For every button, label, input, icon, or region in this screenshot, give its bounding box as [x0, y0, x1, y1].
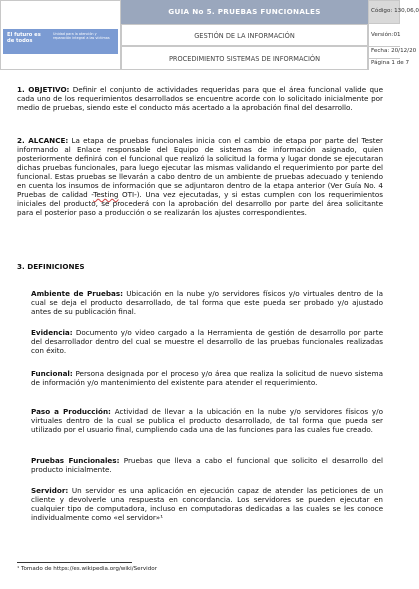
alcance-section — [17, 136, 383, 217]
definition-term: Pruebas Funcionales: — [31, 456, 120, 465]
divider — [368, 58, 400, 59]
objetivo-heading: 1. OBJETIVO: — [17, 85, 70, 94]
definiciones-heading: 3. DEFINICIONES — [17, 262, 85, 271]
definition-term: Servidor: — [31, 486, 69, 495]
definition-text: Pruebas que lleva a cabo el funcional que solicito el desarrollo del producto inicialmente. — [31, 456, 383, 474]
objetivo-section — [17, 85, 383, 112]
definition-text: Un servidor es una aplicación en ejecución capaz de atender las peticiones de un cliente y devolverle una respuesta en concordancia. Los servidores se pueden ejecutar en cualquier tipo de computadora, incluso en computadoras dedicadas a las cuales se les conoce individualmente como «el servidor»¹ — [31, 486, 383, 522]
definition-term: Evidencia: — [31, 328, 73, 337]
alcance-heading: 2. ALCANCE: — [17, 136, 69, 145]
definition-item — [31, 369, 383, 387]
definition-text: Actividad de llevar a la ubicación en la nube y/o servidores físicos y/o virtuales dentro de la cual se publica el producto desarrollado, de tal forma que pueda ser utilizado por el usuario final, cumpliendo cada una de las funciones para las cuales fue creado. — [31, 407, 383, 434]
definition-text: Persona designada por el proceso y/o área que realiza la solicitud de nuevo sistema de información y/o mantenimiento del existente para atender el requerimiento. — [31, 369, 383, 387]
definition-term: Ambiente de Pruebas: — [31, 289, 123, 298]
alcance-text-testing: Testing — [93, 190, 119, 199]
definition-item — [31, 456, 383, 474]
page-number: Página 1 de 7 — [371, 60, 410, 66]
definition-item — [31, 486, 383, 522]
logo-institution-name: Unidad para la atención y reparación integral a las víctimas — [53, 32, 110, 41]
document-version: Versión:01 — [371, 32, 401, 38]
document-header — [0, 0, 419, 70]
divider — [368, 24, 369, 70]
definition-item — [31, 407, 383, 434]
footnote-divider — [17, 562, 132, 563]
definition-term: Paso a Producción: — [31, 407, 111, 416]
document-code: Código: 130,06,0 — [371, 8, 419, 14]
document-title: GUIA No 5. PRUEBAS FUNCIONALES — [121, 0, 368, 24]
objetivo-text: Definir el conjunto de actividades requeridas para que el área funcional valide que cada uno de los requerimientos desarrollados se encuentre acorde con lo solicitado inicialmente por medio de pruebas, siendo este el conducto más acertado a la aprobación final del desarrollo. — [17, 85, 384, 112]
definition-text: Ubicación en la nube y/o servidores físicos y/o virtuales dentro de la cual se deja el producto desarrollado, de tal forma que este pueda ser probado y/o ajustado antes de su publicación final. — [31, 289, 383, 316]
divider — [368, 46, 400, 47]
definition-text: Documento y/o video cargado a la Herramienta de gestión de desarrollo por parte del desarrollador dentro del cual se muestre el desarrollo de las pruebas funcionales realizadas con éxito. — [31, 328, 383, 355]
unit-name: GESTIÓN DE LA INFORMACIÓN — [121, 24, 368, 46]
alcance-text-end: OTI-). Una vez ejecutadas, y si estas cumplen con los requerimientos iniciales del producto, se procederá con la aprobación del desarrollo por parte del área solicitante para el posterior paso a producción o se realizarán los ajustes correspondientes. — [17, 190, 383, 217]
logo-cell — [0, 0, 121, 70]
process-name: PROCEDIMIENTO SISTEMAS DE INFORMACIÓN — [121, 46, 368, 70]
definition-item — [31, 289, 383, 316]
institution-logo — [3, 29, 118, 54]
document-date: Fecha: 20/12/20 — [371, 48, 417, 54]
footnote: ¹ Tomado de https://es.wikipedia.org/wiki/Servidor — [17, 566, 158, 572]
logo-slogan: El futuro es de todos — [7, 32, 41, 45]
definition-term: Funcional: — [31, 369, 73, 378]
alcance-text: La etapa de pruebas funcionales inicia con el cambio de etapa por parte del Tester informando al Enlace responsable del Equipo de sistemas de información asignado, quien posteriormente definirá con el funcional que realizó la solicitud la forma y lugar donde se ejecutaran dichas pruebas funcionales, para luego ejecutar las mismas validando el requerimiento por parte del funcional. Estas pruebas se llevarán a cabo dentro de un ambiente de pruebas adecuado y teniendo en cuenta los insumos de información que se adjuntaron dentro de la etapa anterior (Ver Guía No. 4 Pruebas de calidad - — [17, 136, 383, 199]
definition-item — [31, 328, 383, 355]
